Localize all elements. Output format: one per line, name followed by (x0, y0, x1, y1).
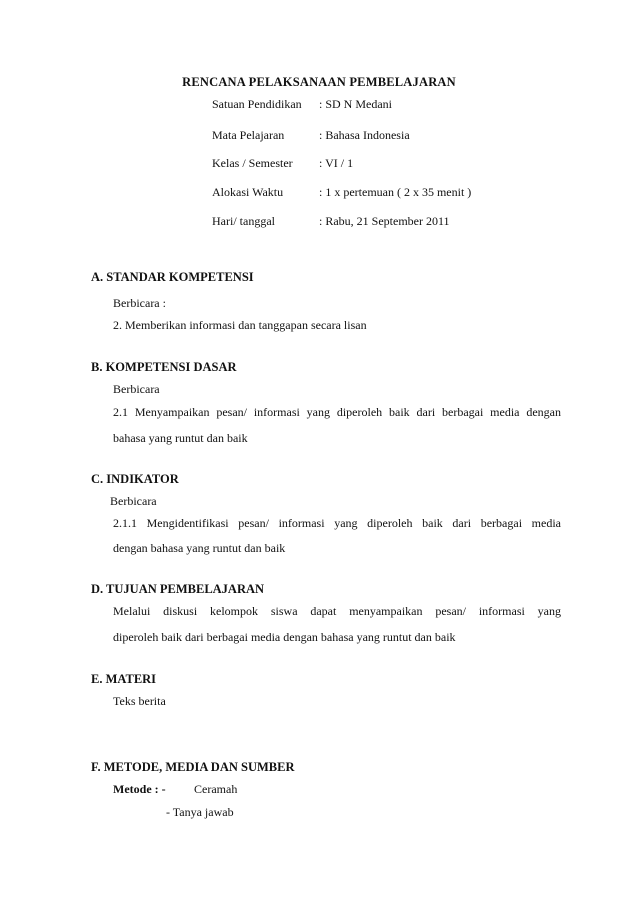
meta-value: : 1 x pertemuan ( 2 x 35 menit ) (319, 185, 472, 199)
section-line: bahasa yang runtut dan baik (113, 431, 248, 445)
section-heading-metode-media-sumber: F. METODE, MEDIA DAN SUMBER (91, 760, 295, 774)
section-line: Berbicara (113, 382, 160, 396)
meta-label: Mata Pelajaran (212, 128, 285, 142)
section-line: Berbicara (110, 494, 157, 508)
metode-item: Ceramah (194, 782, 238, 796)
section-heading-tujuan-pembelajaran: D. TUJUAN PEMBELAJARAN (91, 582, 265, 596)
section-line: diperoleh baik dari berbagai media dengan bahasa yang runtut dan baik (113, 630, 456, 644)
document-title: RENCANA PELAKSANAAN PEMBELAJARAN (182, 75, 456, 89)
meta-row (212, 214, 450, 230)
section-heading-indikator: C. INDIKATOR (91, 472, 179, 486)
meta-value: : Rabu, 21 September 2011 (319, 214, 450, 228)
meta-label: Hari/ tanggal (212, 214, 275, 228)
meta-row (212, 156, 353, 172)
section-line: 2. Memberikan informasi dan tanggapan secara lisan (113, 318, 367, 332)
section-heading-materi: E. MATERI (91, 672, 157, 686)
section-line: Melalui diskusi kelompok siswa dapat menyampaikan pesan/ informasi yang (113, 604, 561, 618)
meta-label: Satuan Pendidikan (212, 97, 302, 111)
section-line: 2.1.1 Mengidentifikasi pesan/ informasi yang diperoleh baik dari berbagai media (113, 516, 561, 530)
metode-item: - Tanya jawab (166, 805, 234, 819)
section-line: dengan bahasa yang runtut dan baik (113, 541, 286, 555)
meta-label: Kelas / Semester (212, 156, 293, 170)
section-line: Berbicara : (113, 296, 166, 310)
metode-label: Metode : - (113, 782, 166, 796)
meta-value: : VI / 1 (319, 156, 354, 170)
meta-label: Alokasi Waktu (212, 185, 284, 199)
section-line: 2.1 Menyampaikan pesan/ informasi yang diperoleh baik dari berbagai media dengan (113, 405, 561, 419)
meta-value: : Bahasa Indonesia (319, 128, 410, 142)
section-heading-standar-kompetensi: A. STANDAR KOMPETENSI (91, 270, 254, 284)
section-heading-kompetensi-dasar: B. KOMPETENSI DASAR (91, 360, 237, 374)
meta-value: : SD N Medani (319, 97, 392, 111)
meta-row (212, 128, 410, 144)
meta-row (212, 185, 471, 201)
section-line: Teks berita (113, 694, 166, 708)
meta-row (212, 97, 392, 113)
